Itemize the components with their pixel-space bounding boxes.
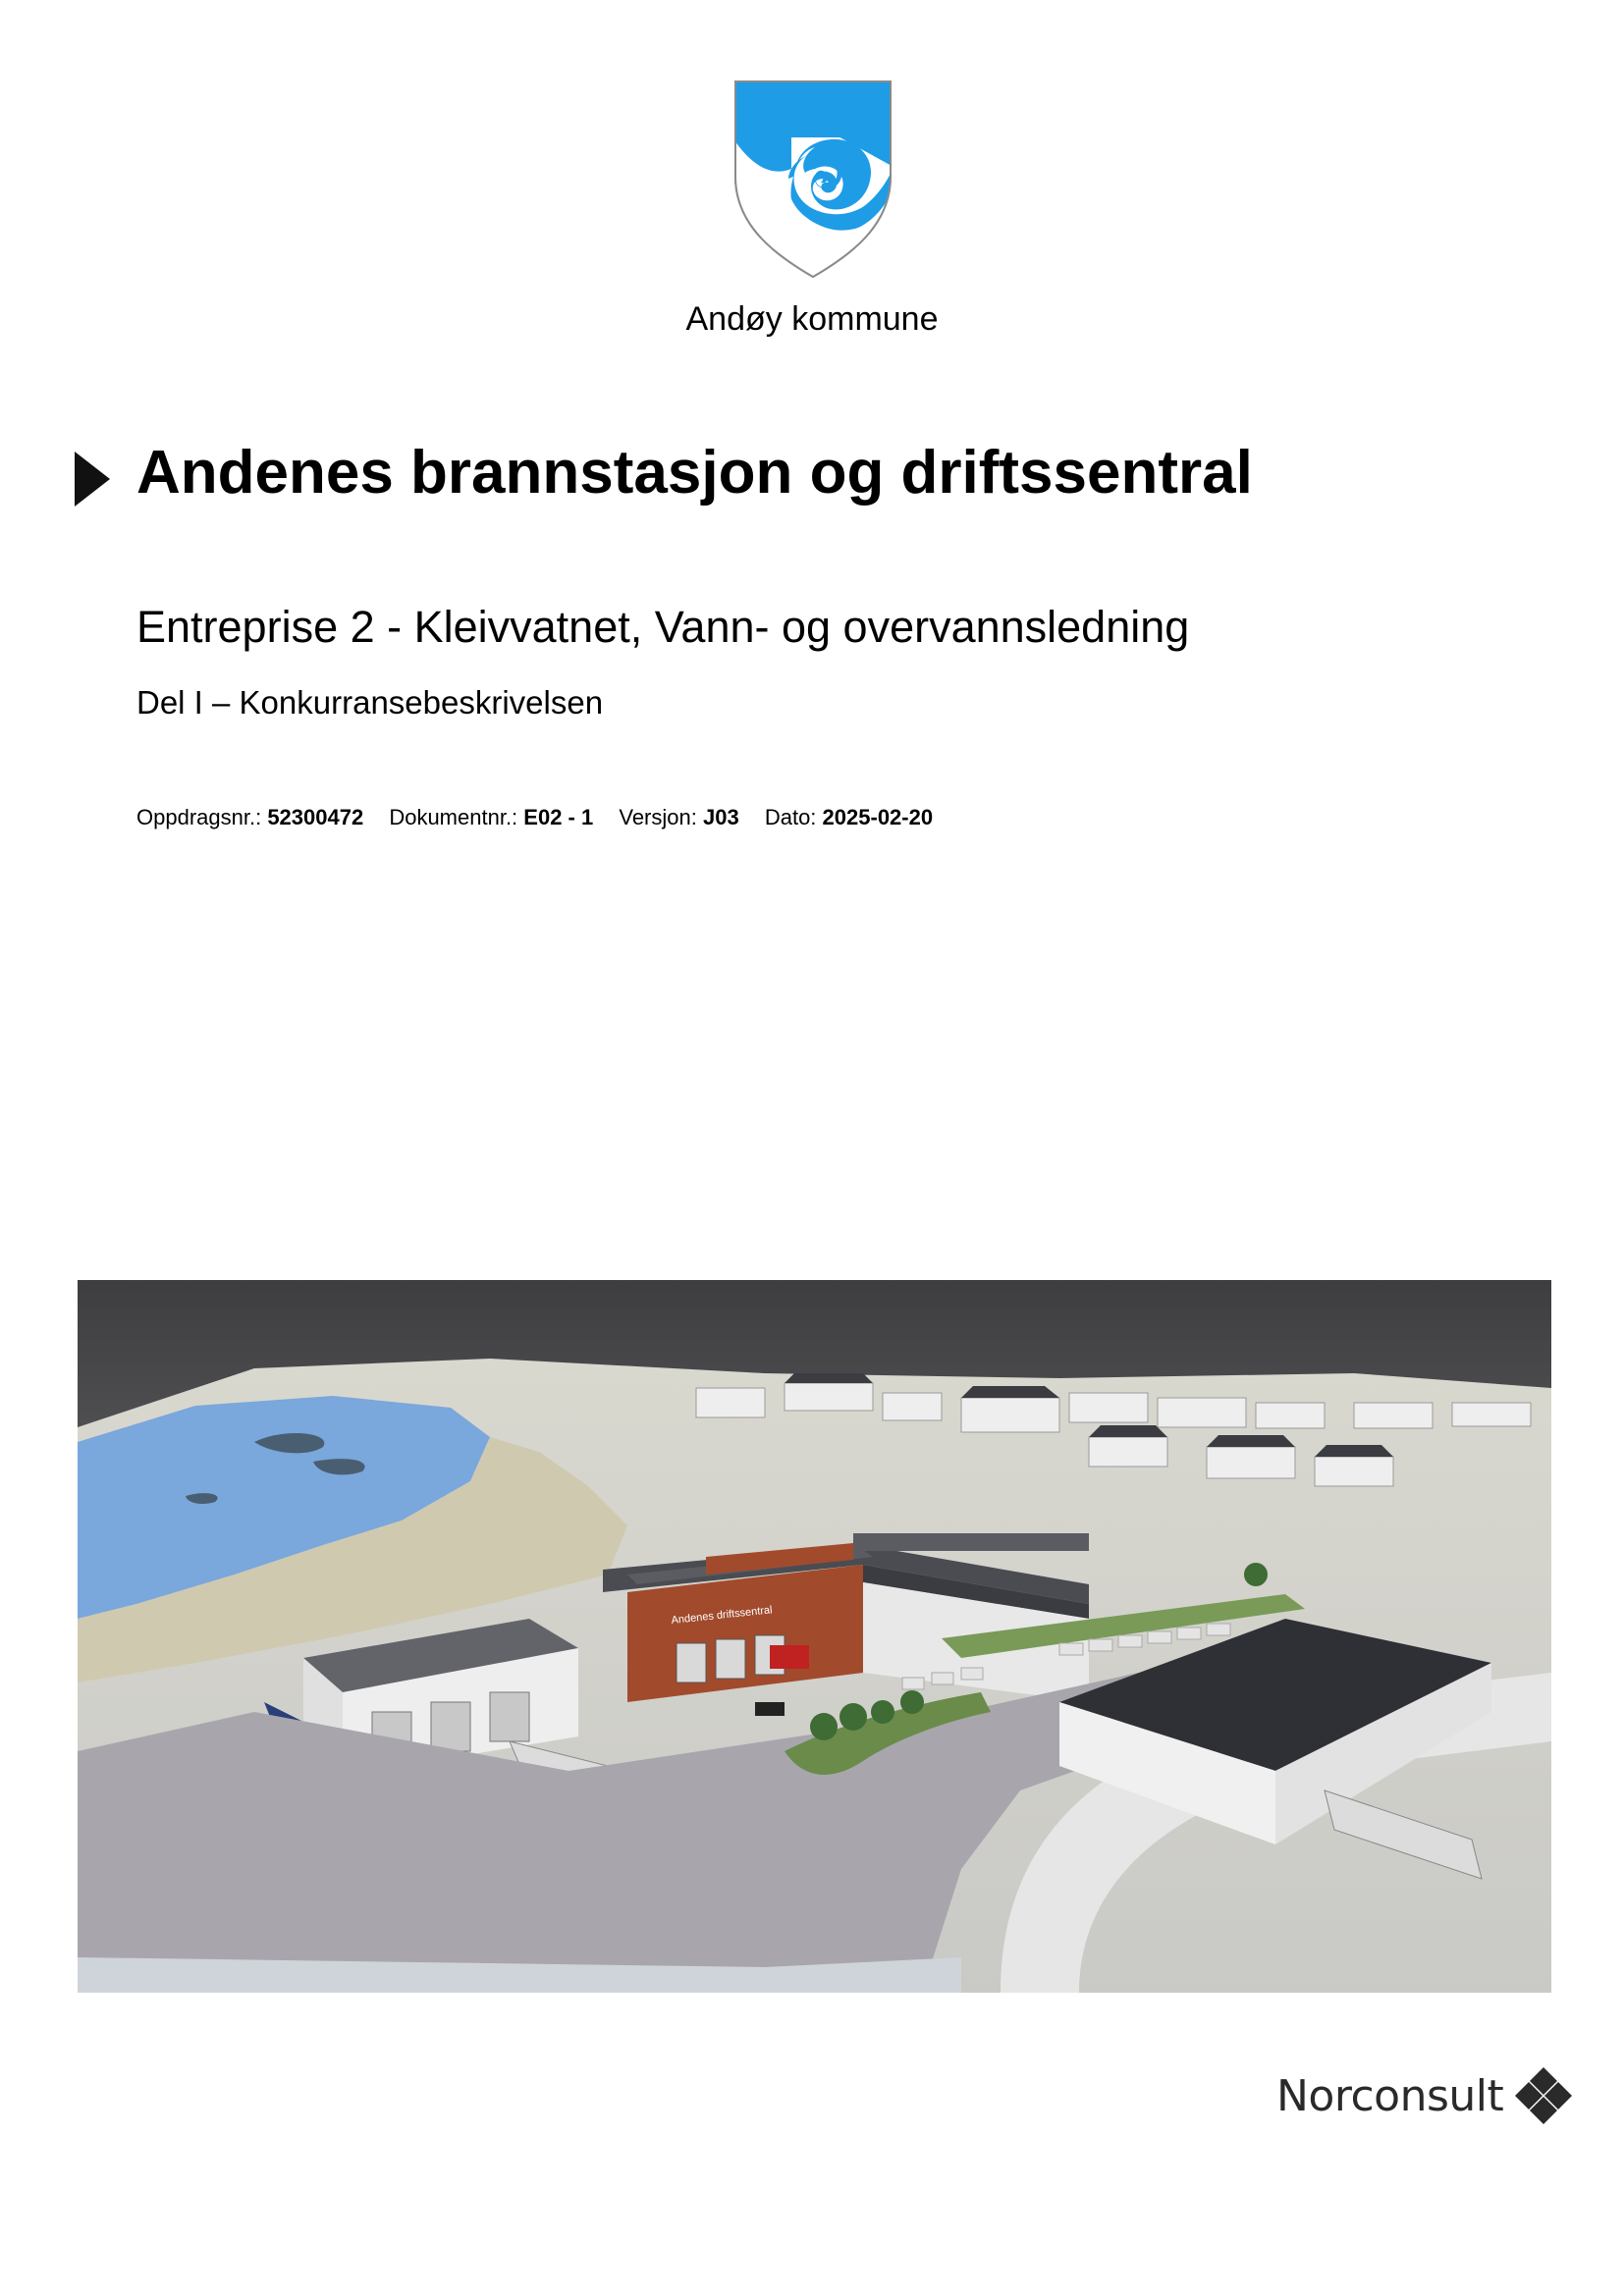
site-rendering-image xyxy=(78,1280,1551,1993)
version-number: J03 xyxy=(702,805,739,829)
title-arrow-icon xyxy=(75,452,110,507)
assignment-number: 52300472 xyxy=(267,805,364,829)
municipality-name: Andøy kommune xyxy=(685,300,939,338)
document-meta xyxy=(136,805,952,830)
building-sign: Andenes driftssentral xyxy=(671,1604,774,1627)
andoy-coat-of-arms-icon xyxy=(732,79,893,280)
logo-text: Norconsult xyxy=(1276,2070,1504,2121)
document-number-label: Dokumentnr.: xyxy=(389,805,518,829)
norconsult-logo xyxy=(1276,2064,1574,2127)
fire-truck xyxy=(770,1645,809,1669)
document-date: 2025-02-20 xyxy=(822,805,934,829)
assignment-label: Oppdragsnr.: xyxy=(136,805,262,829)
document-part: Del I – Konkurransebeskrivelsen xyxy=(136,684,604,721)
date-label: Dato: xyxy=(764,805,817,829)
document-number: E02 - 1 xyxy=(523,805,594,829)
norconsult-diamond-icon xyxy=(1513,2065,1574,2126)
document-subtitle: Entreprise 2 - Kleivvatnet, Vann- og overvannsledning xyxy=(136,602,1190,652)
document-title: Andenes brannstasjon og driftssentral xyxy=(136,439,1253,507)
version-label: Versjon: xyxy=(619,805,697,829)
